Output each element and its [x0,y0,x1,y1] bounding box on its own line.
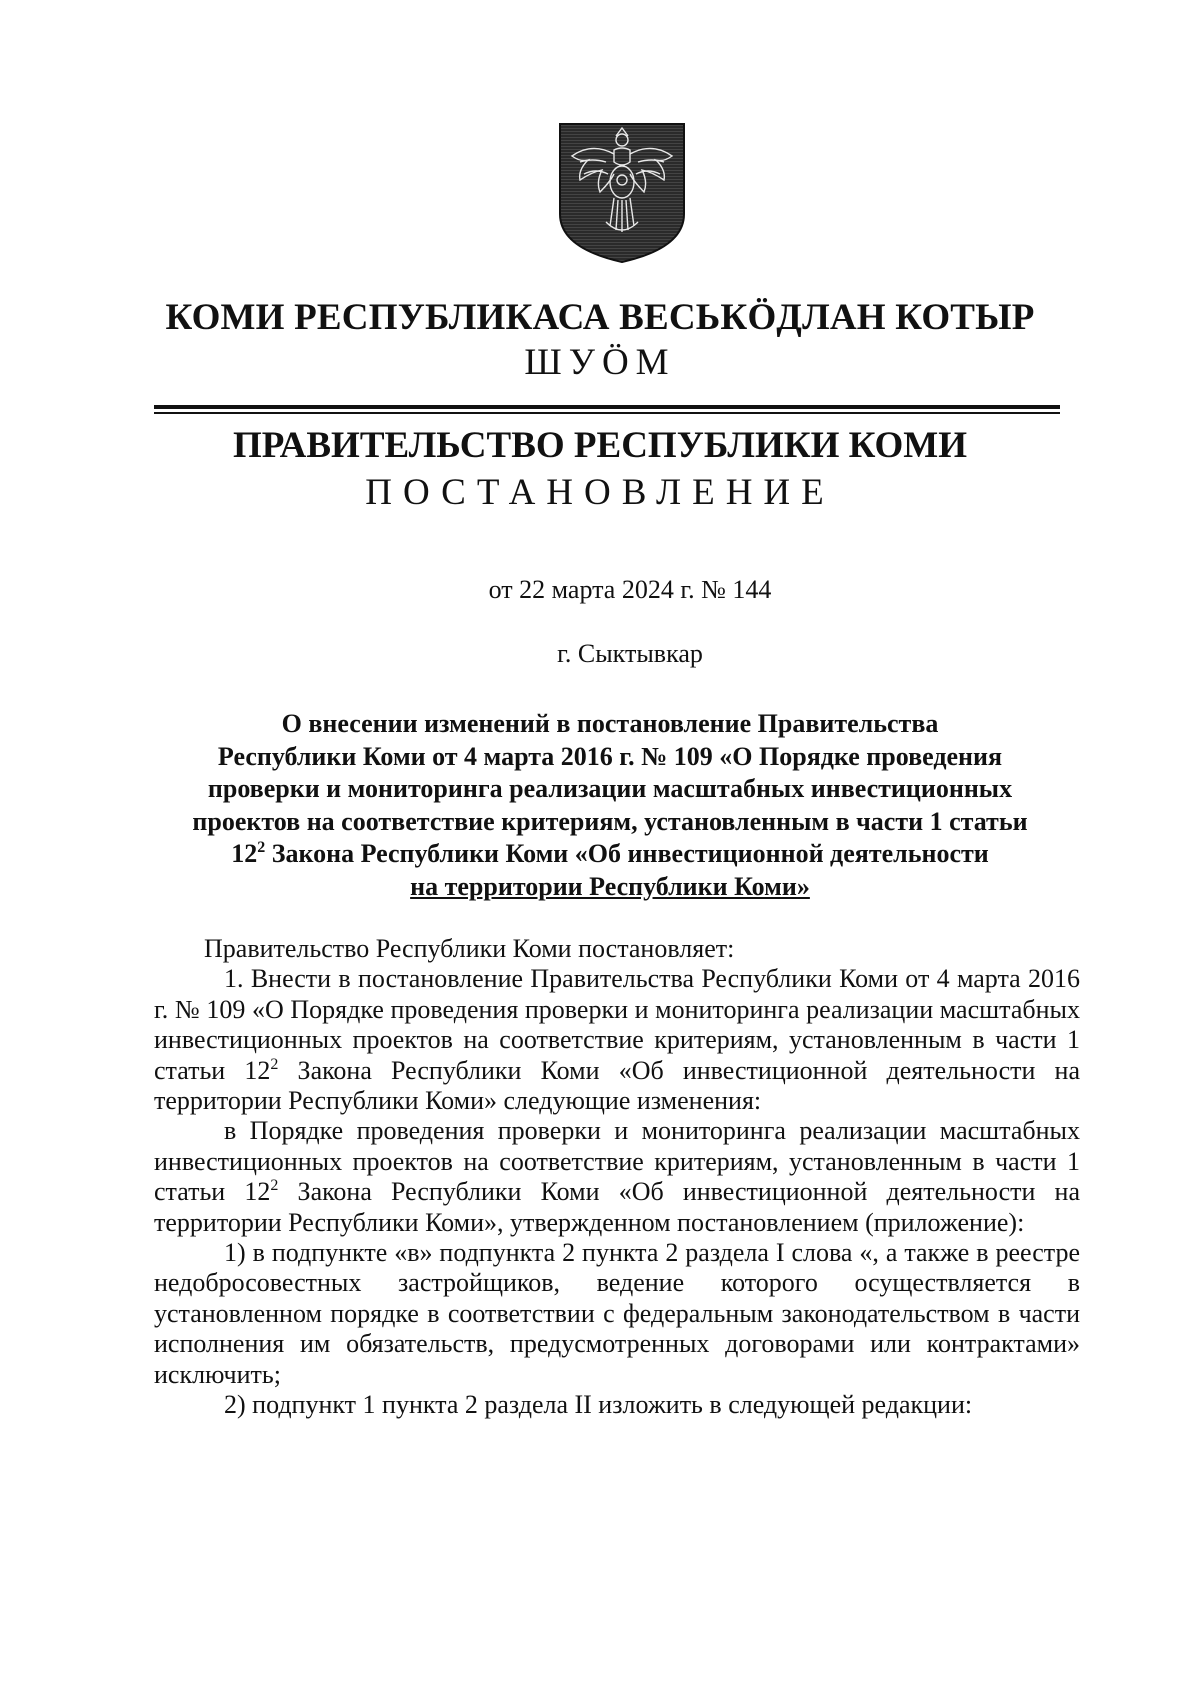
paragraph-text: Закона Республики Коми «Об инвестиционной деятельности на территории Республики Коми», утвержденном постановлением (приложение): [154,1177,1080,1237]
resolution-title-line-rest: Закона Республики Коми «Об инвестиционной деятельности [265,839,989,868]
resolution-title-line: проверки и мониторинга реализации масштабных инвестиционных [207,774,1013,803]
resolution-title [150,708,1070,903]
header-divider-thin [154,412,1060,414]
document-city: г. Сыктывкар [557,639,703,668]
komi-government-title: КОМИ РЕСПУБЛИКАСА ВЕСЬКӦДЛАН КОТЫР [165,297,1035,338]
resolution-title-line: проектов на соответствие критериям, установленным в части 1 статьи [192,806,1028,836]
paragraph-text: 1. Внести в постановление Правительства Республики Коми от 4 марта 2016 г. № 109 «О Порядке проведения проверки и мониторинга реализации масштабных инвестиционных проектов на соответствие критериям, установленным в части 1 статьи 12 [154,964,1080,1085]
body-paragraph-3: 1) в подпункте «в» подпункта 2 пункта 2 раздела I слова «, а также в реестре недобросовестных застройщиков, ведение которого осуществляется в установленном порядке в соответствии с федеральным законодательством в части исполнения им обязательств, предусмотренных договорами или контрактами» исключить; [154,1238,1080,1389]
resolution-title-line [150,838,1070,871]
body-paragraph-4: 2) подпункт 1 пункта 2 раздела II изложить в следующей редакции: [224,1390,973,1420]
resolution-title-line: Республики Коми от 4 марта 2016 г. № 109 «О Порядке проведения [217,741,1003,771]
russian-government-title: ПРАВИТЕЛЬСТВО РЕСПУБЛИКИ КОМИ [233,425,967,466]
resolution-title-underlined: на территории Республики Коми» [410,871,810,901]
body-paragraph-2 [154,1116,1080,1238]
article-superscript: 2 [270,1177,279,1195]
resolution-title-line [150,871,1070,904]
russian-document-type: ПОСТАНОВЛЕНИЕ [365,472,835,513]
article-superscript: 2 [257,839,266,856]
document-body [154,934,1080,1421]
article-number: 12 [231,839,258,868]
article-superscript: 2 [270,1055,279,1073]
body-paragraph-1 [154,964,1080,1116]
paragraph-text: Закона Республики Коми «Об инвестиционной деятельности на территории Республики Коми» следующие изменения: [154,1055,1080,1116]
paragraph-text: в Порядке проведения проверки и мониторинга реализации масштабных инвестиционных проектов на соответствие критериям, установленным в части 1 статьи 12 [154,1116,1080,1207]
komi-coat-of-arms-icon [558,122,686,264]
resolution-title-line: О внесении изменений в постановление Правительства [281,709,939,738]
komi-document-type: ШУӦМ [524,342,676,383]
document-date-number: от 22 марта 2024 г. № 144 [488,575,772,604]
body-paragraph-intro: Правительство Республики Коми постановляет: [204,934,735,963]
header-divider-thick [154,405,1060,409]
